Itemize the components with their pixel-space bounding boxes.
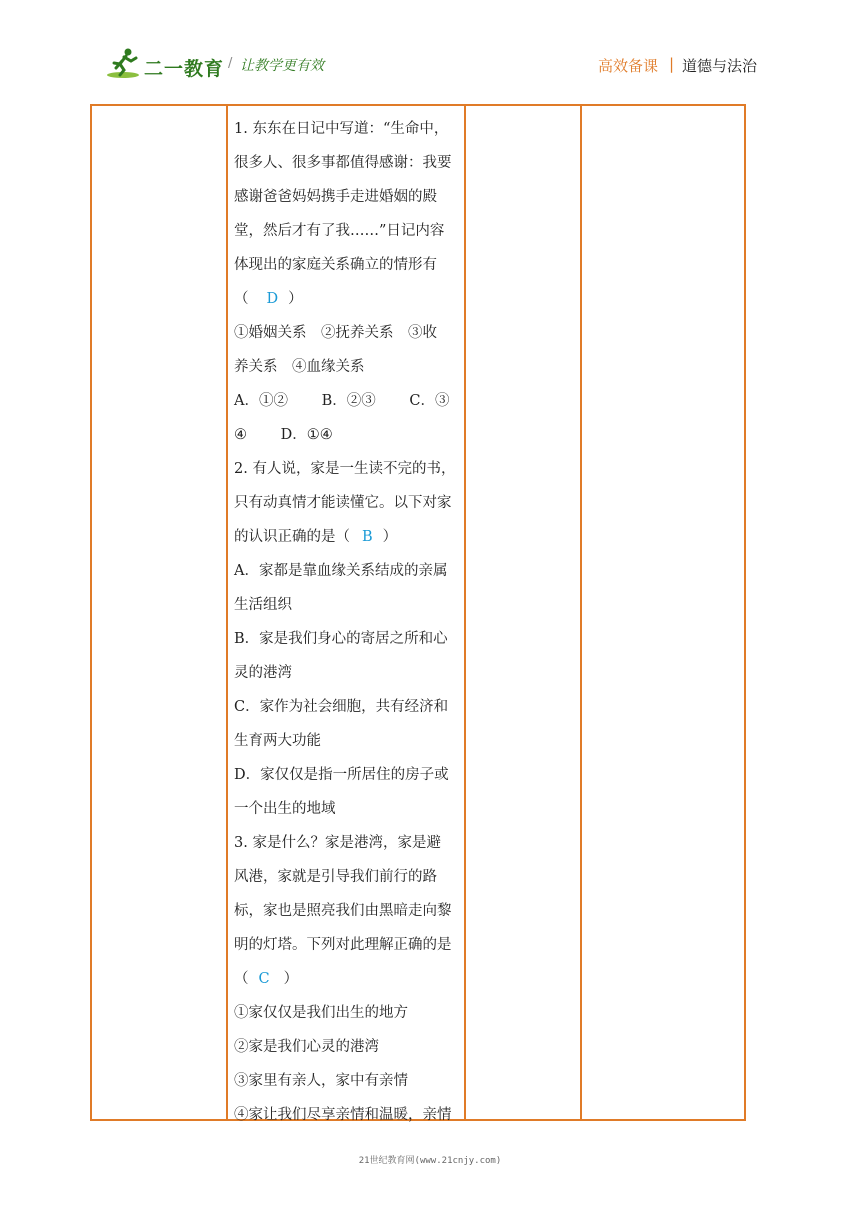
question-1-text: 感谢爸爸妈妈携手走进婚姻的殿 (234, 189, 437, 205)
question-3-option: ③家里有亲人，家中有亲情 (234, 1073, 408, 1089)
table-right-border (744, 104, 746, 1121)
question-1-answer: D (266, 291, 279, 307)
question-1-text: 很多人、很多事都值得感谢：我要 (234, 155, 452, 171)
question-1-answer-line: （ D ） (234, 282, 462, 316)
question-3-answer: C (258, 971, 270, 987)
question-3-text: 3. 家是什么？家是港湾，家是避 (234, 835, 441, 851)
question-2-text: 只有动真情才能读懂它。以下对家 (234, 495, 452, 511)
question-1-text: 体现出的家庭关系确立的情形有 (234, 257, 437, 273)
page-header (0, 0, 860, 100)
table-column-divider (464, 104, 466, 1121)
question-3-text: 风港，家就是引导我们前行的路 (234, 869, 437, 885)
slogan: 让教学更有效 (240, 58, 324, 74)
table-left-border (90, 104, 92, 1121)
question-3-option: ②家是我们心灵的港湾 (234, 1039, 379, 1055)
question-2-answer: B (362, 529, 373, 545)
question-2-answer-line: 的认识正确的是（ B ） (234, 520, 462, 554)
question-1-text: 1. 东东在日记中写道：“生命中， (234, 121, 449, 137)
question-3-option: ④家让我们尽享亲情和温暖，亲情 (234, 1107, 452, 1123)
question-1-text: 堂，然后才有了我……”日记内容 (234, 223, 445, 239)
question-2-option-b: 灵的港湾 (234, 665, 292, 681)
question-3-option: ①家仅仅是我们出生的地方 (234, 1005, 408, 1021)
question-3-answer-line: （ C ） (234, 962, 462, 996)
page-footer: 21世纪教育网(www.21cnjy.com) (358, 1156, 502, 1166)
question-1-options: 养关系 ④血缘关系 (234, 359, 365, 375)
question-2-text: 2. 有人说，家是一生读不完的书， (234, 461, 456, 477)
logo (106, 46, 226, 82)
logo-text: 二一教育 (144, 58, 225, 80)
question-2-option-d: 一个出生的地域 (234, 801, 336, 817)
question-1-choices: ④ D．①④ (234, 427, 333, 443)
header-tag-lesson-prep: 高效备课 (598, 57, 659, 75)
question-1-choices: A．①② B．②③ C．③ (234, 393, 450, 409)
question-3-text: 明的灯塔。下列对此理解正确的是 (234, 937, 452, 953)
header-tag-subject: 道德与法治 (682, 57, 758, 75)
slogan-separator: / (228, 56, 233, 71)
runner-logo-icon (106, 46, 140, 80)
question-2-option-a: A．家都是靠血缘关系结成的亲属 (234, 563, 448, 579)
header-tag-separator: | (669, 55, 675, 73)
question-3-text: 标，家也是照亮我们由黑暗走向黎 (234, 903, 452, 919)
question-2-option-c: 生育两大功能 (234, 733, 321, 749)
question-2-option-b: B．家是我们身心的寄居之所和心 (234, 631, 448, 647)
question-2-option-c: C．家作为社会细胞，共有经济和 (234, 699, 449, 715)
table-column-divider (580, 104, 582, 1121)
table-top-border (90, 104, 746, 106)
table-column-divider (226, 104, 228, 1121)
question-2-option-a: 生活组织 (234, 597, 292, 613)
question-1-options: ①婚姻关系 ②抚养关系 ③收 (234, 325, 437, 341)
question-2-option-d: D．家仅仅是指一所居住的房子或 (234, 767, 449, 783)
exercise-cell (234, 112, 462, 1132)
